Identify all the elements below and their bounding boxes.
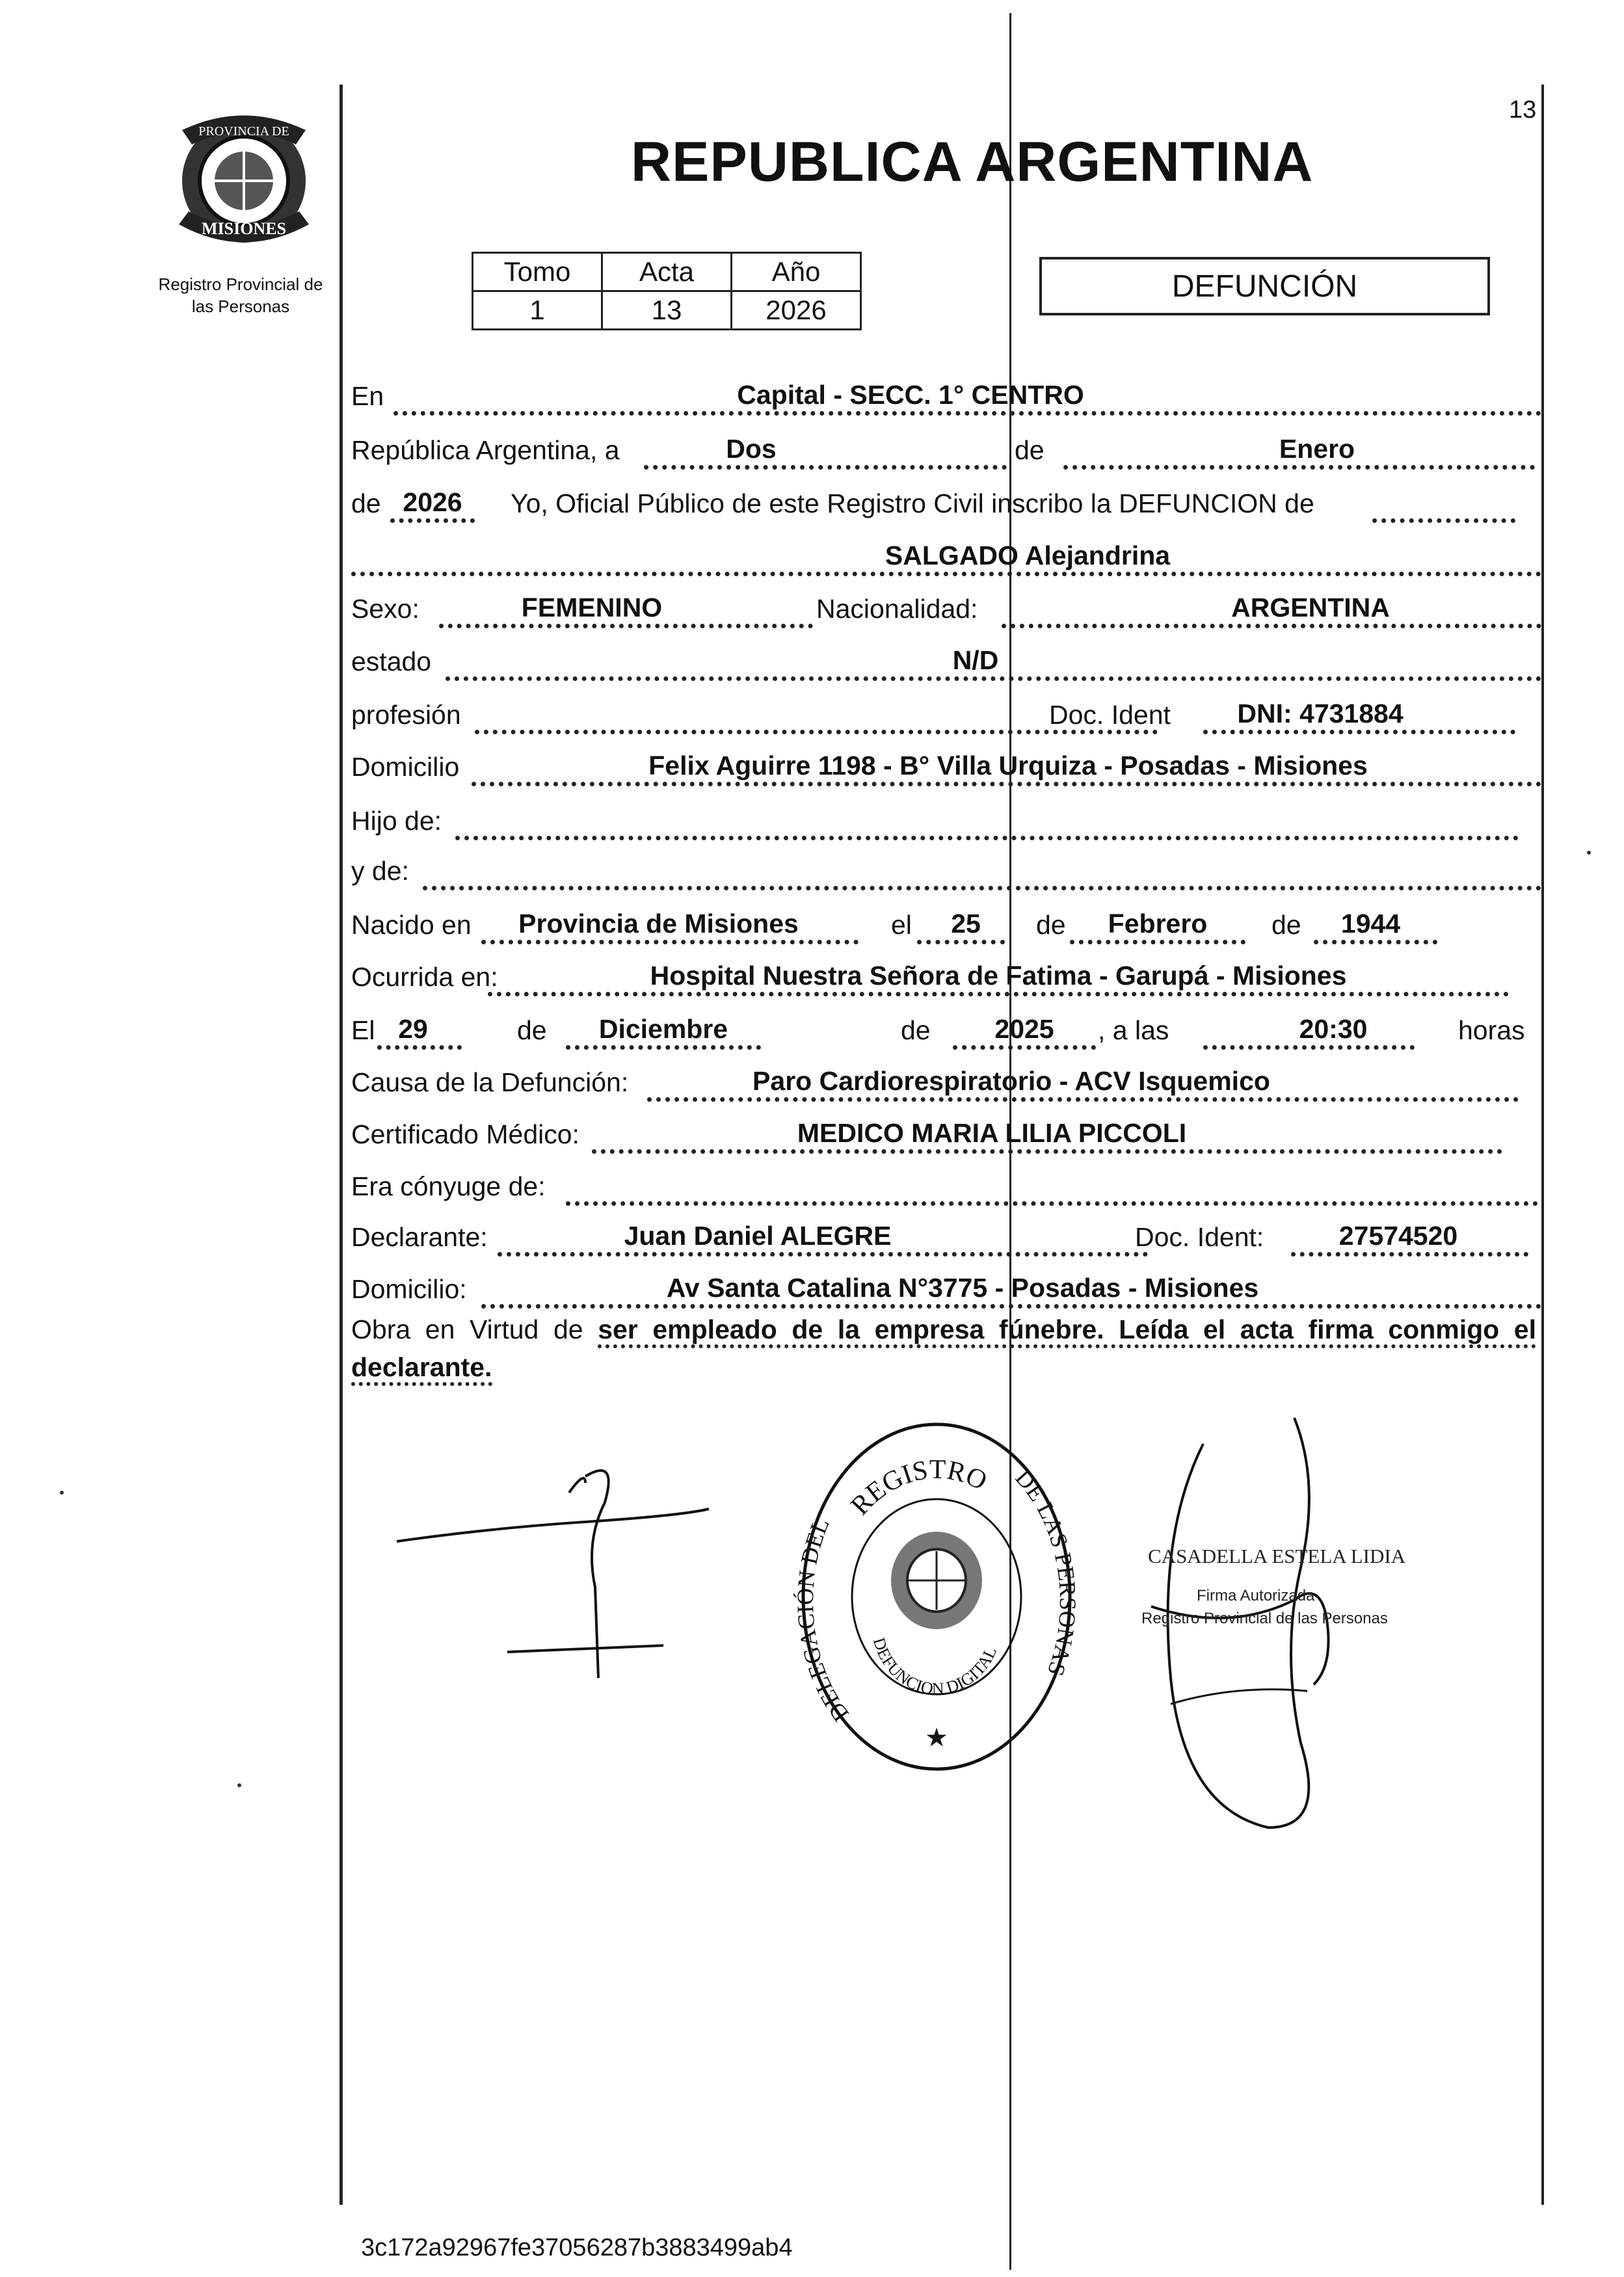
left-margin-line	[339, 85, 343, 2205]
anio-header: Año	[732, 253, 861, 291]
svg-text:★: ★	[925, 1724, 948, 1752]
svg-text:PROVINCIA DE: PROVINCIA DE	[198, 124, 289, 139]
profesion-label: profesión	[351, 700, 461, 730]
row-fecha-defuncion	[351, 1008, 1541, 1054]
right-margin-line	[1541, 85, 1544, 2205]
stamp-title-line: Firma Autorizada	[1197, 1587, 1315, 1605]
svg-text:DEFUNCION DIGITAL: DEFUNCION DIGITAL	[869, 1635, 1001, 1699]
declarante-doc-value: 27574520	[1338, 1221, 1458, 1251]
acta-value: 13	[602, 291, 732, 330]
row-obra	[351, 1311, 1536, 1386]
svg-text:MISIONES: MISIONES	[201, 219, 287, 238]
nacionalidad-label: Nacionalidad:	[816, 594, 978, 624]
row-oficial	[351, 481, 1541, 527]
oficial-text: Yo, Oficial Público de este Registro Civil inscribo la DEFUNCION de	[511, 488, 1314, 518]
hora-value: 20:30	[1299, 1014, 1368, 1044]
sexo-value: FEMENINO	[521, 593, 663, 622]
nacido-lugar-value: Provincia de Misiones	[518, 909, 799, 939]
nacido-anio-value: 1944	[1340, 909, 1401, 939]
nombre-value: SALGADO Alejandrina	[885, 540, 1171, 570]
y-de-label: y de:	[351, 856, 409, 886]
domicilio-2-value: Av Santa Catalina N°3775 - Posadas - Misiones	[666, 1273, 1259, 1303]
scan-speck	[60, 1491, 64, 1495]
row-certificado	[351, 1112, 1541, 1158]
certificado-value: MEDICO MARIA LILIA PICCOLI	[797, 1118, 1187, 1148]
declarant-signature	[390, 1457, 715, 1698]
lugar-value: Capital - SECC. 1° CENTRO	[737, 380, 1084, 410]
dni-value: DNI: 4731884	[1237, 699, 1404, 728]
scan-speck	[237, 1783, 241, 1787]
en-label: En	[351, 381, 384, 411]
page-number: 13	[1509, 96, 1537, 124]
estado-value: N/D	[952, 645, 999, 675]
row-conyuge	[351, 1164, 1541, 1210]
mes-value: Enero	[1279, 434, 1355, 464]
registry-seal	[793, 1415, 1080, 1779]
anio-inscripcion-value: 2026	[403, 487, 462, 517]
doc-ident-label: Doc. Ident	[1049, 700, 1171, 730]
row-declarante	[351, 1215, 1541, 1260]
row-y-de	[351, 849, 1541, 894]
row-hijo-de	[351, 799, 1541, 844]
document-hash: 3c172a92967fe37056287b3883499ab4	[361, 2234, 793, 2261]
sexo-label: Sexo:	[351, 594, 419, 624]
de-label-3: de	[1036, 910, 1066, 940]
el-label: el	[891, 910, 912, 940]
tomo-header: Tomo	[473, 253, 602, 291]
de-label: de	[1015, 435, 1045, 465]
obra-label: Obra en Virtud de	[351, 1314, 583, 1344]
dia-value: Dos	[726, 434, 777, 464]
record-numbers-table	[472, 252, 862, 330]
row-ocurrida	[351, 955, 1541, 1000]
conyuge-label: Era cónyuge de:	[351, 1171, 546, 1201]
document-title: REPUBLICA ARGENTINA	[631, 131, 1314, 193]
el-cap-label: El	[351, 1015, 375, 1045]
obra-value: ser empleado de la empresa fúnebre. Leída el acta firma conmigo el declarante.	[351, 1314, 1536, 1386]
domicilio-value: Felix Aguirre 1198 - B° Villa Urquiza - Posadas - Misiones	[648, 751, 1368, 780]
scan-speck	[1587, 851, 1591, 855]
stamp-registry-line: Registro Provincial de las Personas	[1141, 1610, 1388, 1627]
de-label-4: de	[1271, 910, 1301, 940]
svg-text:DELEGACIÓN DEL: DELEGACIÓN DEL	[793, 1514, 855, 1727]
row-nacido	[351, 903, 1541, 948]
domicilio-label: Domicilio	[351, 752, 460, 782]
nacido-dia-value: 25	[951, 909, 981, 939]
anio-value: 2026	[732, 291, 861, 330]
de-label-5: de	[517, 1015, 547, 1045]
nacido-label: Nacido en	[351, 910, 472, 940]
causa-value: Paro Cardiorespiratorio - ACV Isquemico	[752, 1066, 1270, 1096]
nacionalidad-value: ARGENTINA	[1231, 593, 1390, 622]
stamp-official-name: CASADELLA ESTELA LIDIA	[1148, 1545, 1406, 1567]
row-en	[351, 374, 1541, 419]
tomo-value: 1	[473, 291, 602, 330]
a-las-label: , a las	[1098, 1015, 1169, 1045]
de-label-2: de	[351, 488, 381, 518]
domicilio-2-label: Domicilio:	[351, 1274, 467, 1304]
horas-label: horas	[1458, 1015, 1525, 1045]
row-causa	[351, 1060, 1541, 1106]
nacido-mes-value: Febrero	[1108, 909, 1208, 939]
province-coat-of-arms-logo	[156, 104, 332, 257]
doc-ident-2-label: Doc. Ident:	[1135, 1222, 1264, 1252]
fallec-dia-value: 29	[398, 1014, 428, 1044]
fallec-mes-value: Diciembre	[598, 1014, 728, 1044]
declarante-value: Juan Daniel ALEGRE	[624, 1221, 892, 1251]
declarante-label: Declarante:	[351, 1222, 488, 1252]
row-fecha-inscripcion	[351, 428, 1541, 473]
row-nombre	[351, 535, 1541, 580]
row-domicilio	[351, 745, 1541, 790]
svg-text:DE LAS PERSONAS: DE LAS PERSONAS	[1010, 1465, 1080, 1680]
row-profesion	[351, 693, 1541, 738]
organization-name	[117, 273, 364, 317]
ocurrida-value: Hospital Nuestra Señora de Fatima - Garupá - Misiones	[650, 961, 1347, 991]
organization-line-1: Registro Provincial de	[158, 274, 323, 294]
estado-label: estado	[351, 646, 432, 676]
hijo-label: Hijo de:	[351, 806, 442, 836]
row-estado	[351, 639, 1541, 685]
row-sexo	[351, 587, 1541, 632]
republica-label: República Argentina, a	[351, 435, 620, 465]
document-type-box: DEFUNCIÓN	[1039, 257, 1490, 315]
ocurrida-label: Ocurrida en:	[351, 962, 498, 992]
acta-header: Acta	[602, 253, 732, 291]
row-domicilio-declarante	[351, 1267, 1541, 1312]
causa-label: Causa de la Defunción:	[351, 1067, 629, 1097]
certificado-label: Certificado Médico:	[351, 1119, 579, 1149]
fallec-anio-value: 2025	[994, 1014, 1054, 1044]
svg-text:REGISTRO: REGISTRO	[845, 1454, 992, 1521]
de-label-6: de	[901, 1015, 931, 1045]
organization-line-2: las Personas	[191, 297, 290, 316]
